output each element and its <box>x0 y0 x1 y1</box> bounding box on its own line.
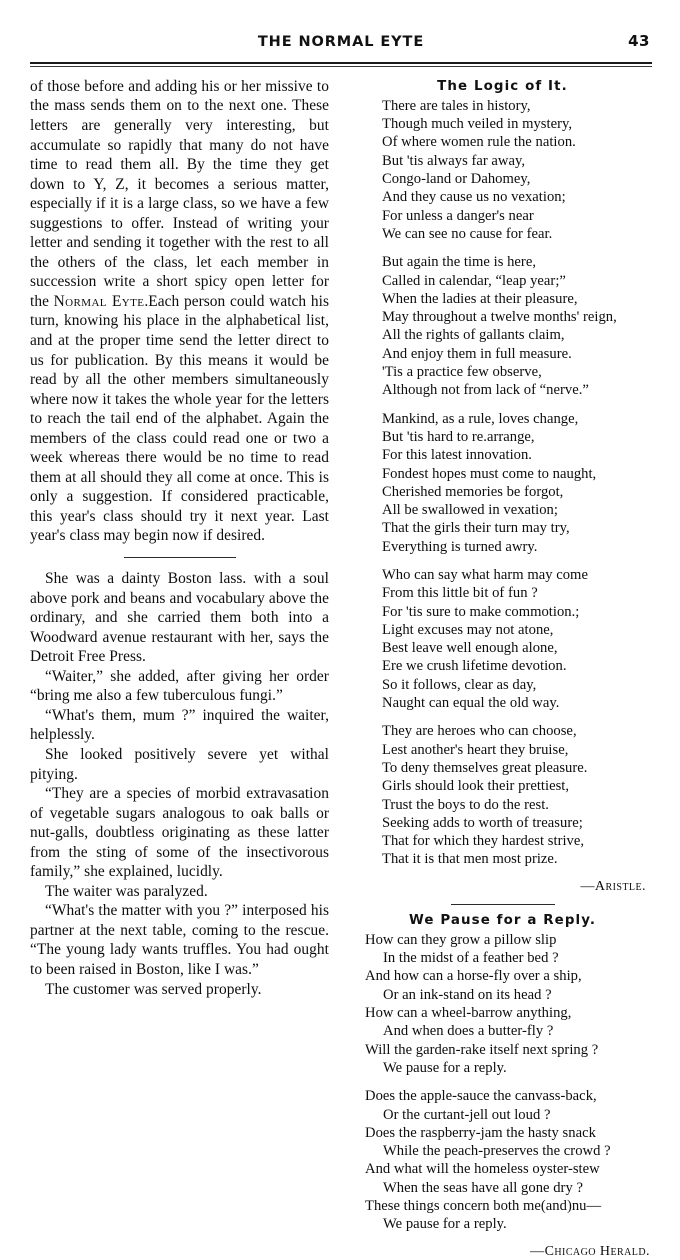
verse-line: Trust the boys to do the rest. <box>382 796 549 813</box>
verse-line: And when does a butter-fly ? <box>383 1023 554 1040</box>
verse-line: Called in calendar, “leap year;” <box>382 272 566 289</box>
verse-line: Or an ink-stand on its head ? <box>383 986 552 1003</box>
poem-attribution: —Chicago Herald. <box>530 1243 650 1259</box>
verse-line: For 'tis sure to make commotion.; <box>382 603 580 620</box>
verse-line: That for which they hardest strive, <box>382 833 585 850</box>
poem-divider <box>451 904 555 905</box>
paragraph: She was a dainty Boston lass. with a soul above pork and beans and vocabulary above the ordinary, and she carried them both into a Woodward avenue restaurant with her, says the Detroit Free Press. <box>30 570 329 666</box>
verse-line: Although not from lack of “nerve.” <box>382 382 589 399</box>
verse-line: And enjoy them in full measure. <box>382 345 572 362</box>
paragraph: “What's the matter with you ?” interposed his partner at the next table, coming to the rescue. “The young lady wants truffles. You had ought to been raised in Boston, like I was.” <box>30 902 329 979</box>
verse-line: We pause for a reply. <box>383 1216 507 1233</box>
verse-line: They are heroes who can choose, <box>382 723 577 740</box>
paragraph: “What's them, mum ?” inquired the waiter, helplessly. <box>30 706 329 744</box>
verse-line: In the midst of a feather bed ? <box>383 950 559 967</box>
verse-line: Girls should look their prettiest, <box>382 778 570 795</box>
normal-eyte-smallcaps: Normal Eyte <box>53 292 145 310</box>
paragraph: She looked positively severe yet withal pitying. <box>30 746 329 783</box>
verse-line: From this little bit of fun ? <box>382 585 538 602</box>
verse-line: Mankind, as a rule, loves change, <box>382 410 579 427</box>
stanza <box>353 1087 652 1233</box>
poem-the-logic-of-it <box>353 79 652 895</box>
verse-line: But 'tis always far away, <box>382 152 526 169</box>
verse-line: Best leave well enough alone, <box>382 640 558 657</box>
right-column <box>353 77 652 1260</box>
verse-line: Does the apple-sauce the canvass-back, <box>365 1088 597 1105</box>
verse-line: But again the time is here, <box>382 254 537 271</box>
stanza <box>353 253 652 399</box>
verse-line: To deny themselves great pleasure. <box>382 759 588 776</box>
article-divider <box>124 557 236 558</box>
verse-line: But 'tis hard to re.arrange, <box>382 428 535 445</box>
verse-line: Of where women rule the nation. <box>382 134 576 151</box>
verse-line: That the girls their turn may try, <box>382 520 570 537</box>
verse-line: Everything is turned awry. <box>382 538 538 555</box>
verse-line: When the ladies at their pleasure, <box>382 290 578 307</box>
verse-line: Though much veiled in mystery, <box>382 116 573 133</box>
verse-line: We pause for a reply. <box>383 1059 507 1076</box>
paragraph: “Waiter,” she added, after giving her order “bring me also a few tuberculous fungi.” <box>30 667 329 705</box>
paragraph: The customer was served properly. <box>45 980 262 998</box>
verse-line: How can they grow a pillow slip <box>365 931 557 948</box>
paragraph: “They are a species of morbid extravasation of vegetable sugars analogous to oak balls or nut-galls, doubtless originating as these latter from the sting of some of the insectivorous family,” she explained, lucidly. <box>30 785 329 881</box>
poem-title: The Logic of It. <box>437 78 568 94</box>
verse-line: That it is that men most prize. <box>382 851 558 868</box>
verse-line: All be swallowed in vexation; <box>382 502 558 519</box>
verse-line: Fondest hopes must come to naught, <box>382 465 597 482</box>
left-column <box>30 77 329 999</box>
verse-line: These things concern both me(and)nu— <box>365 1198 602 1214</box>
verse-line: So it follows, clear as day, <box>382 676 537 693</box>
verse-line: Lest another's heart they bruise, <box>382 741 569 758</box>
verse-line: Ere we crush lifetime devotion. <box>382 658 567 675</box>
verse-line: Who can say what harm may come <box>382 567 588 583</box>
verse-line: Congo-land or Dahomey, <box>382 171 531 188</box>
verse-line: Will the garden-rake itself next spring ? <box>365 1041 599 1058</box>
verse-line: How can a wheel-barrow anything, <box>365 1005 572 1022</box>
stanza <box>353 931 652 1077</box>
verse-line: Light excuses may not atone, <box>382 621 554 638</box>
stanza <box>353 97 652 243</box>
verse-line: And what will the homeless oyster-stew <box>365 1161 600 1178</box>
verse-line: We can see no cause for fear. <box>382 225 553 242</box>
verse-line: And how can a horse-fly over a ship, <box>365 968 582 985</box>
paragraph: The waiter was paralyzed. <box>45 882 208 900</box>
verse-line: For unless a danger's near <box>382 207 534 224</box>
verse-line: For this latest innovation. <box>382 447 532 464</box>
poem-attribution: —Aristle. <box>580 878 646 894</box>
verse-line: When the seas have all gone dry ? <box>383 1179 583 1196</box>
poem-we-pause-for-a-reply <box>353 913 652 1260</box>
verse-line: And they cause us no vexation; <box>382 189 566 206</box>
poem-title: We Pause for a Reply. <box>408 912 597 928</box>
stanza <box>353 566 652 712</box>
two-column-body <box>30 77 652 1260</box>
header-rule-thin <box>30 66 652 67</box>
verse-line: 'Tis a practice few observe, <box>382 364 542 381</box>
page-title: THE NORMAL EYTE <box>257 34 425 50</box>
stanza <box>353 722 652 868</box>
verse-line: Seeking adds to worth of treasure; <box>382 814 583 831</box>
verse-line: Or the curtant-jell out loud ? <box>383 1106 551 1123</box>
verse-line: While the peach-preserves the crowd ? <box>383 1143 611 1160</box>
verse-line: May throughout a twelve months' reign, <box>382 309 617 326</box>
page-number: 43 <box>628 32 650 50</box>
header-rule-thick <box>30 62 652 64</box>
article-continued <box>30 77 329 546</box>
verse-line: Does the raspberry-jam the hasty snack <box>365 1124 596 1141</box>
paragraph: of those before and adding his or her missive to the mass sends them on to the next one. These letters are generally very interesting, but accumulate so rapidly that many do not have time to read them all. By the time they get down to Y, Z, it becomes a serious matter, especially if it is a large class, so we have a few suggestions to offer. Instead of writing your letter and sending it together with the rest to all the others of the class, let each member in succession write a short spicy open letter for the Normal Eyte.Each person could watch his turn, knowing his place in the alphabetical list, and at the proper time send the letter direct to us for publication. By this means it would be read by all the other members simultaneously where now it takes the whole year for the letters to reach the tail end of the alphabet. Again the members of the class could read one or two a week whereas there would be no time to read them at all should they all come at once. This is only a suggestion. If considered practicable, this year's class should try it next year. Last year's class may begin now if desired. <box>30 77 329 545</box>
anecdote-article <box>30 569 329 999</box>
verse-line: There are tales in history, <box>382 97 531 114</box>
verse-line: All the rights of gallants claim, <box>382 327 565 344</box>
running-head <box>30 34 652 58</box>
stanza <box>353 410 652 556</box>
verse-line: Cherished memories be forgot, <box>382 483 564 500</box>
verse-line: Naught can equal the old way. <box>382 695 560 712</box>
